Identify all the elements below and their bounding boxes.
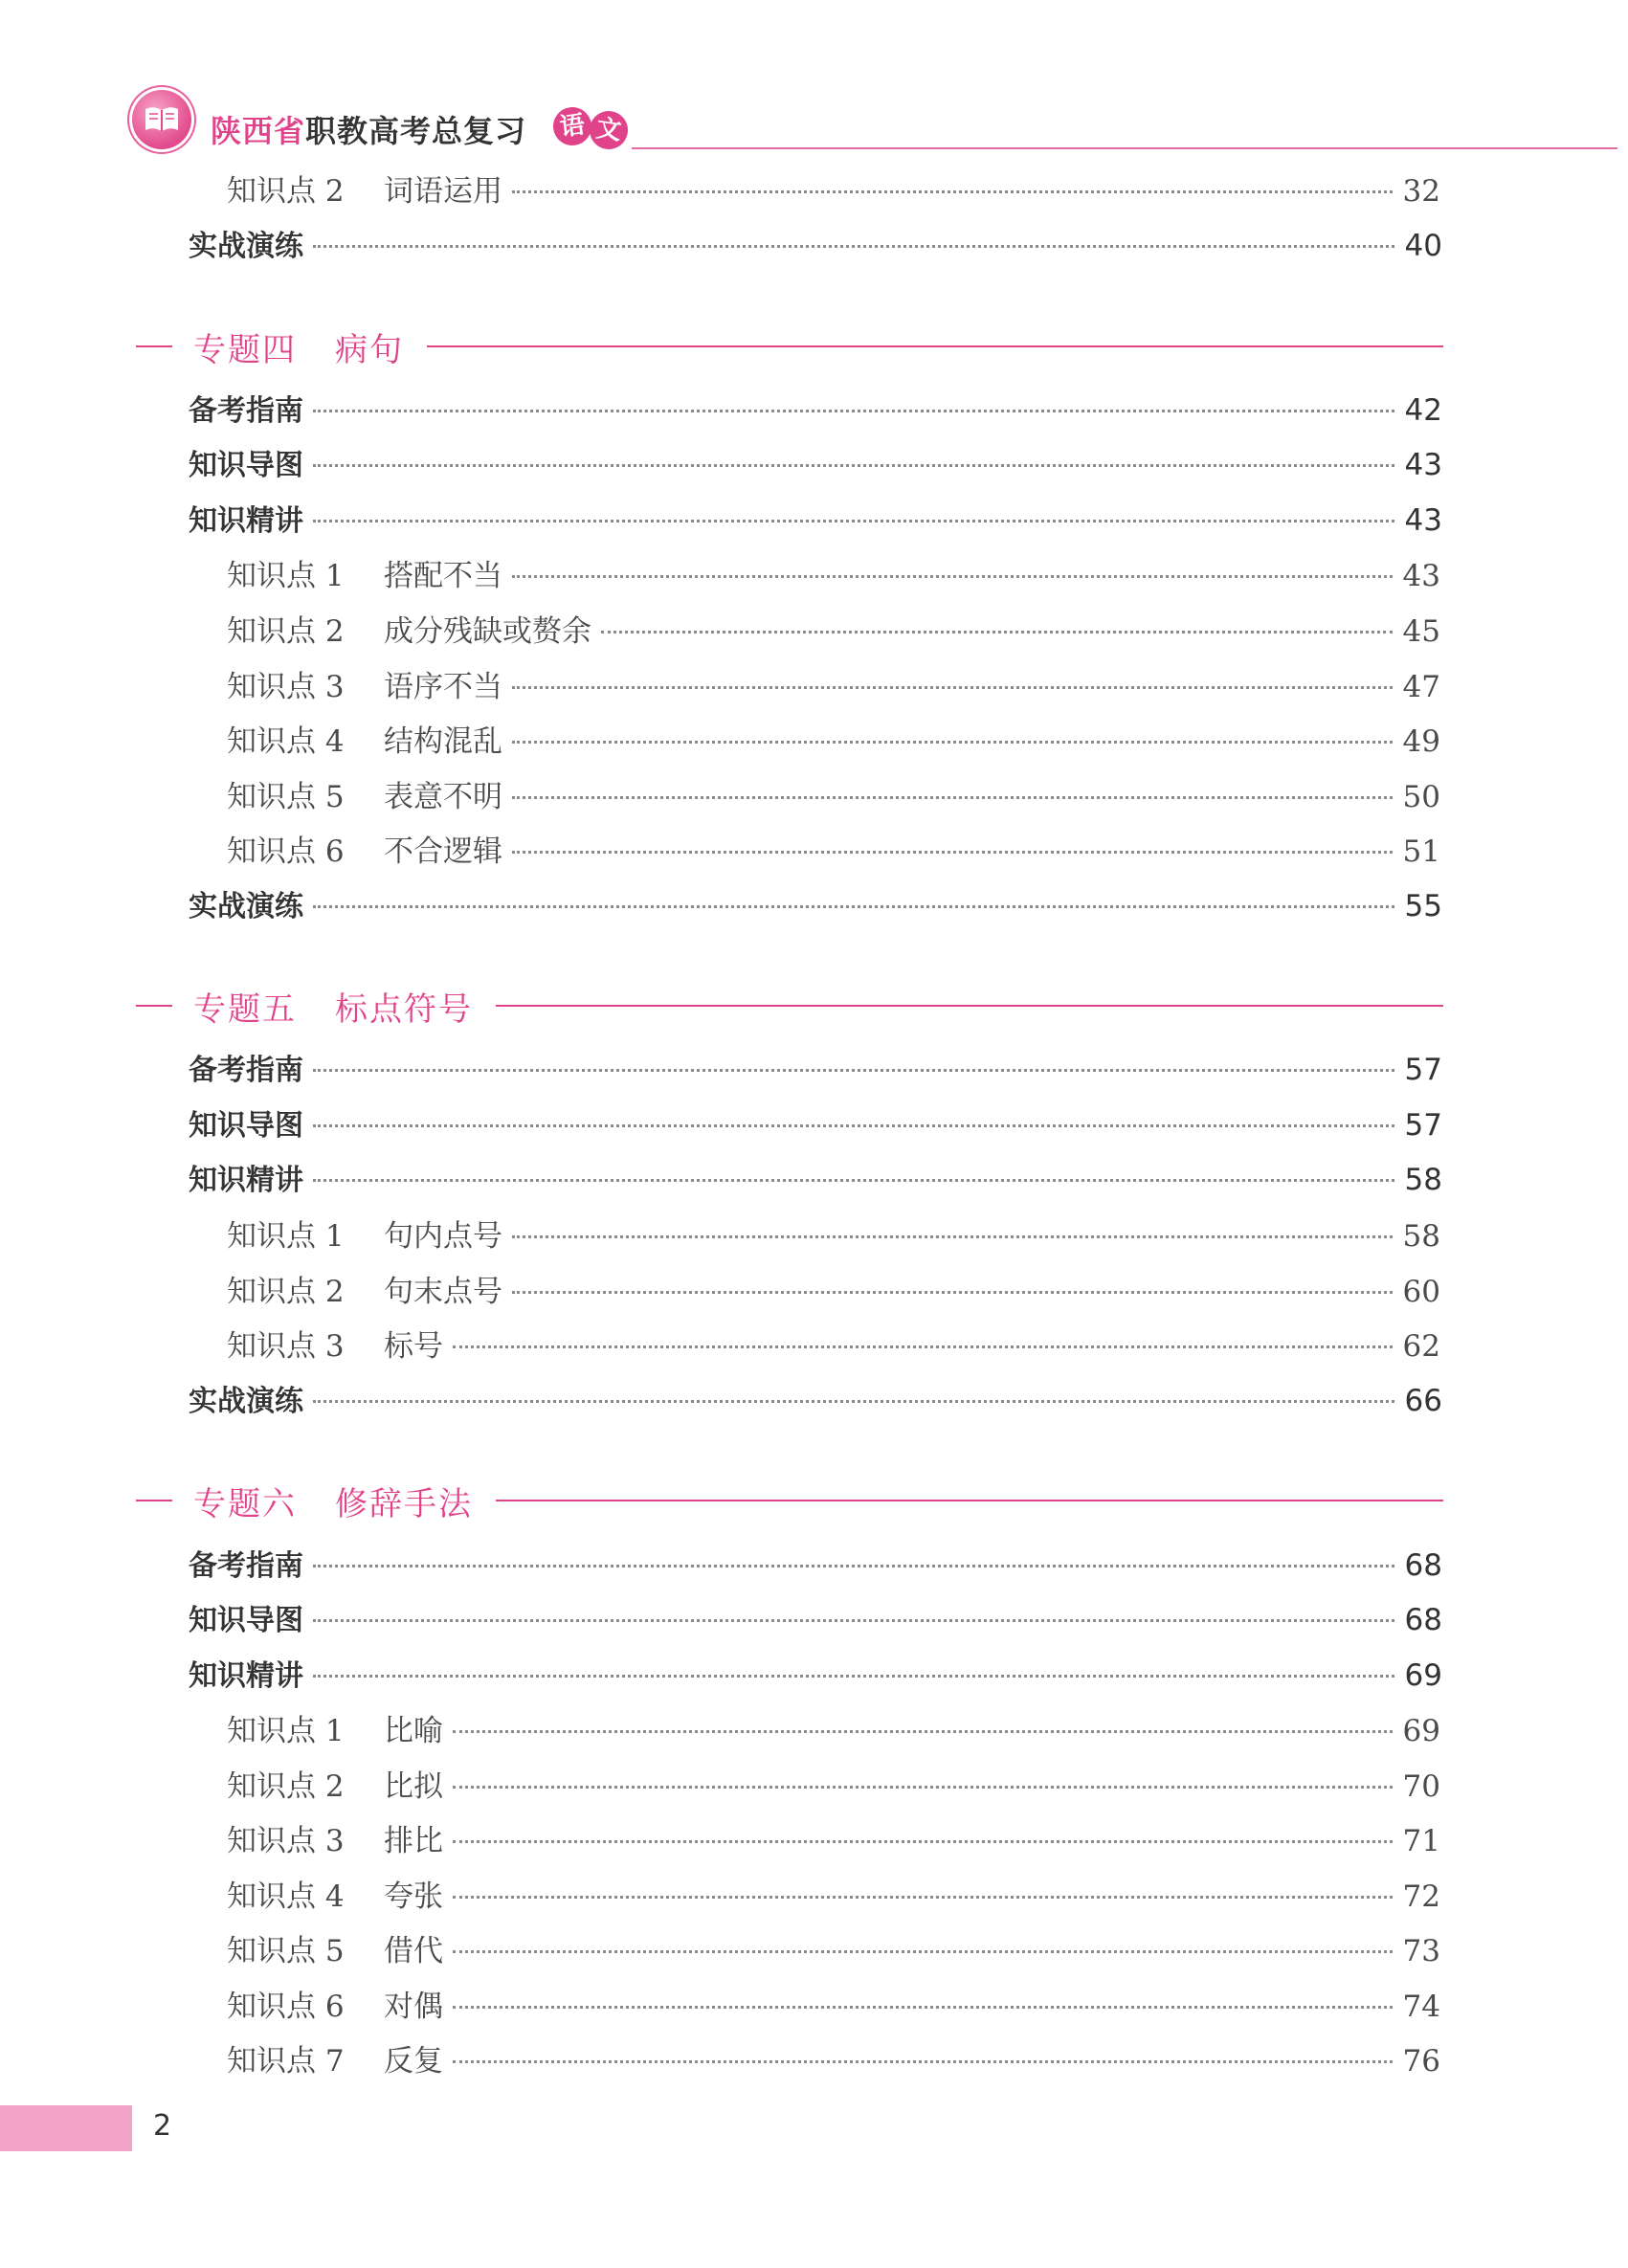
toc-entry-title: 比拟: [384, 1769, 443, 1804]
toc-entry[interactable]: [227, 1706, 1440, 1749]
dot-leader: [313, 1565, 1394, 1568]
toc-entry-title: 备考指南: [189, 1054, 303, 1087]
section-name: 病句: [335, 330, 404, 369]
section-heading[interactable]: [136, 325, 1443, 367]
knowledge-point-number: 知识点 5: [227, 1934, 345, 1968]
dot-leader: [512, 190, 1393, 193]
toc-page-number: 55: [1404, 889, 1442, 923]
toc-entry-title: 实战演练: [189, 1385, 303, 1418]
knowledge-point-number: 知识点 6: [227, 1990, 345, 2024]
section-dash: [136, 345, 172, 347]
dot-leader: [512, 1291, 1393, 1294]
section-dash: [136, 1005, 172, 1007]
toc-page-number: 32: [1402, 174, 1440, 209]
toc-entry[interactable]: [227, 1872, 1440, 1915]
toc-entry[interactable]: [189, 1156, 1442, 1198]
knowledge-point-number: 知识点 6: [227, 834, 345, 869]
toc-entry-title: 标号: [384, 1329, 443, 1364]
toc-entry[interactable]: [227, 772, 1440, 815]
toc-entry[interactable]: [189, 1542, 1442, 1584]
toc-entry[interactable]: [227, 551, 1440, 594]
toc-page-number: 42: [1404, 393, 1442, 428]
knowledge-point-number: 知识点 2: [227, 174, 345, 209]
knowledge-point-number: 知识点 2: [227, 614, 345, 649]
toc-page-number: 57: [1404, 1108, 1442, 1143]
toc-page-number: 69: [1402, 1714, 1440, 1748]
toc-entry[interactable]: [189, 441, 1442, 483]
subject-badge-char-1: 语: [550, 104, 593, 147]
section-label: 专题六: [193, 1484, 297, 1523]
toc-entry-title: 词语运用: [384, 174, 502, 209]
knowledge-point-number: 知识点 5: [227, 780, 345, 814]
toc-page-number: 58: [1402, 1219, 1440, 1254]
toc-entry-title: 反复: [384, 2044, 443, 2079]
toc-entry[interactable]: [227, 1212, 1440, 1255]
toc-entry[interactable]: [227, 1816, 1440, 1859]
dot-leader: [453, 1950, 1393, 1953]
toc-page-number: 73: [1402, 1934, 1440, 1968]
header-divider: [632, 147, 1617, 149]
knowledge-point-number: 知识点 1: [227, 559, 345, 593]
toc-entry[interactable]: [189, 222, 1442, 264]
toc-entry-title: 比喻: [384, 1714, 443, 1748]
toc-entry-title: 语序不当: [384, 670, 502, 704]
dot-leader: [512, 1235, 1393, 1238]
dot-leader: [313, 1179, 1394, 1182]
knowledge-point-number: 知识点 4: [227, 724, 345, 759]
toc-entry-title: 实战演练: [189, 230, 303, 263]
toc-entry[interactable]: [227, 717, 1440, 760]
toc-entry-title: 备考指南: [189, 394, 303, 428]
section-label: 专题四: [193, 330, 297, 369]
section-name: 修辞手法: [335, 1484, 473, 1523]
section-dash: [136, 1500, 172, 1501]
knowledge-point-number: 知识点 3: [227, 1824, 345, 1858]
toc-page-number: 62: [1402, 1329, 1440, 1364]
toc-page-number: 76: [1402, 2044, 1440, 2079]
section-rule: [496, 1005, 1443, 1007]
toc-page-number: 68: [1404, 1548, 1442, 1583]
knowledge-point-number: 知识点 1: [227, 1219, 345, 1254]
toc-entry-title: 知识导图: [189, 1109, 303, 1143]
toc-entry[interactable]: [189, 497, 1442, 539]
dot-leader: [512, 686, 1393, 689]
section-heading[interactable]: [136, 985, 1443, 1027]
section-name: 标点符号: [335, 989, 473, 1029]
toc-entry-title: 实战演练: [189, 890, 303, 923]
section-heading[interactable]: [136, 1479, 1443, 1522]
toc-page-number: 43: [1404, 448, 1442, 482]
dot-leader: [453, 1786, 1393, 1789]
dot-leader: [313, 410, 1394, 412]
toc-entry-title: 成分残缺或赘余: [384, 614, 591, 649]
toc-entry[interactable]: [189, 387, 1442, 429]
toc-entry[interactable]: [227, 1267, 1440, 1310]
toc-page-number: 57: [1404, 1053, 1442, 1087]
dot-leader: [453, 2060, 1393, 2063]
toc-entry[interactable]: [189, 882, 1442, 924]
toc-page-number: 70: [1402, 1769, 1440, 1804]
toc-entry-title: 知识精讲: [189, 1659, 303, 1693]
footer-color-bar: [0, 2105, 132, 2151]
knowledge-point-number: 知识点 7: [227, 2044, 345, 2079]
toc-page-number: 66: [1404, 1384, 1442, 1418]
toc-page-number: 60: [1402, 1275, 1440, 1309]
toc-entry[interactable]: [189, 1652, 1442, 1694]
toc-entry-title: 夸张: [384, 1879, 443, 1914]
page-header: [132, 88, 1616, 155]
dot-leader: [313, 1675, 1394, 1678]
toc-entry-title: 借代: [384, 1934, 443, 1968]
section-rule: [496, 1500, 1443, 1501]
toc-entry[interactable]: [189, 1046, 1442, 1088]
toc-page-number: 74: [1402, 1990, 1440, 2024]
toc-entry[interactable]: [227, 662, 1440, 705]
toc-page-number: 47: [1402, 670, 1440, 704]
book-title: [211, 107, 526, 151]
dot-leader: [313, 905, 1394, 908]
toc-entry-title: 不合逻辑: [384, 834, 502, 869]
toc-page-number: 50: [1402, 780, 1440, 814]
toc-entry-title: 句末点号: [384, 1275, 502, 1309]
dot-leader: [512, 851, 1393, 854]
toc-entry-title: 知识导图: [189, 1604, 303, 1637]
dot-leader: [313, 520, 1394, 523]
dot-leader: [313, 1619, 1394, 1622]
toc-page-number: 45: [1402, 614, 1440, 649]
book-title-province: 陕西省: [211, 113, 306, 149]
dot-leader: [453, 2006, 1393, 2009]
dot-leader: [313, 464, 1394, 467]
book-title-series: 职教高考总复习: [305, 113, 527, 149]
toc-entry[interactable]: [189, 1101, 1442, 1144]
toc-entry-title: 知识精讲: [189, 504, 303, 538]
toc-entry[interactable]: [227, 607, 1440, 650]
toc-entry[interactable]: [227, 167, 1440, 210]
toc-page-number: 71: [1402, 1824, 1440, 1858]
toc-entry-title: 搭配不当: [384, 559, 502, 593]
dot-leader: [313, 245, 1394, 248]
dot-leader: [453, 1840, 1393, 1843]
toc-entry[interactable]: [189, 1377, 1442, 1419]
toc-entry[interactable]: [227, 1982, 1440, 2025]
toc-page-number: 43: [1404, 503, 1442, 538]
toc-entry-title: 对偶: [384, 1990, 443, 2024]
toc-page-number: 68: [1404, 1603, 1442, 1637]
dot-leader: [601, 631, 1393, 634]
toc-entry-title: 知识精讲: [189, 1164, 303, 1197]
toc-page-number: 69: [1404, 1658, 1442, 1693]
knowledge-point-number: 知识点 3: [227, 1329, 345, 1364]
dot-leader: [453, 1730, 1393, 1733]
dot-leader: [453, 1345, 1393, 1348]
toc-page-number: 40: [1404, 229, 1442, 263]
toc-entry-title: 知识导图: [189, 449, 303, 482]
toc-page-number: 51: [1402, 834, 1440, 869]
toc-entry[interactable]: [189, 1596, 1442, 1638]
toc-entry[interactable]: [227, 827, 1440, 870]
knowledge-point-number: 知识点 4: [227, 1879, 345, 1914]
knowledge-point-number: 知识点 2: [227, 1275, 345, 1309]
dot-leader: [512, 796, 1393, 799]
toc-page-number: 43: [1402, 559, 1440, 593]
knowledge-point-number: 知识点 1: [227, 1714, 345, 1748]
dot-leader: [512, 575, 1393, 578]
knowledge-point-number: 知识点 3: [227, 670, 345, 704]
toc-entry-title: 排比: [384, 1824, 443, 1858]
page-number: 2: [153, 2109, 172, 2143]
section-rule: [427, 345, 1443, 347]
open-book-icon: [132, 90, 191, 149]
toc-page-number: 72: [1402, 1879, 1440, 1914]
toc-entry-title: 结构混乱: [384, 724, 502, 759]
subject-badge-char-2: 文: [587, 108, 630, 151]
toc-entry-title: 备考指南: [189, 1549, 303, 1583]
dot-leader: [453, 1896, 1393, 1899]
dot-leader: [313, 1069, 1394, 1072]
toc-entry-title: 句内点号: [384, 1219, 502, 1254]
dot-leader: [313, 1124, 1394, 1127]
dot-leader: [512, 741, 1393, 744]
knowledge-point-number: 知识点 2: [227, 1769, 345, 1804]
section-label: 专题五: [193, 989, 297, 1029]
toc-entry[interactable]: [227, 1322, 1440, 1365]
toc-entry[interactable]: [227, 1926, 1440, 1969]
toc-page-number: 58: [1404, 1163, 1442, 1197]
toc-entry-title: 表意不明: [384, 780, 502, 814]
toc-entry[interactable]: [227, 2036, 1440, 2079]
toc-entry[interactable]: [227, 1762, 1440, 1805]
toc-page-number: 49: [1402, 724, 1440, 759]
dot-leader: [313, 1400, 1394, 1403]
